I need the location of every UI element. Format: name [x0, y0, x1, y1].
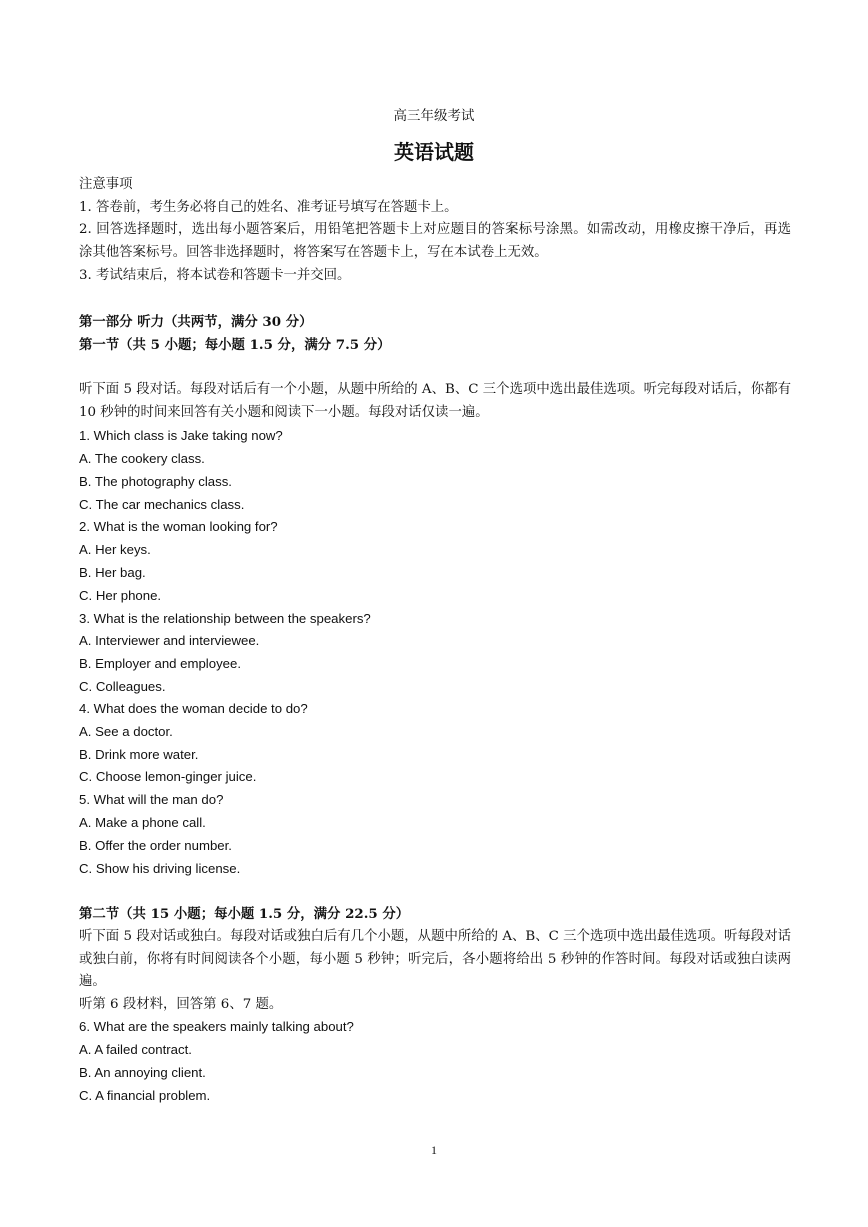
answer-option: C. Choose lemon-ginger juice.: [79, 769, 257, 784]
answer-option: C. The car mechanics class.: [79, 497, 245, 512]
answer-option: C. Show his driving license.: [79, 861, 241, 876]
question-stem: 3. What is the relationship between the speakers?: [79, 611, 371, 626]
answer-option: A. Interviewer and interviewee.: [79, 633, 260, 648]
section-heading: 第二节（共 15 小题；每小题 1.5 分，满分 22.5 分）: [79, 906, 410, 922]
answer-option: A. See a doctor.: [79, 724, 173, 739]
answer-option: B. Her bag.: [79, 565, 146, 580]
question-stem: 1. Which class is Jake taking now?: [79, 428, 283, 443]
material-note: 听第 6 段材料，回答第 6、7 题。: [79, 997, 283, 1012]
notice-item: 2. 回答选择题时，选出每小题答案后，用铅笔把答题卡上对应题目的答案标号涂黑。如需改动，用橡皮擦干净后，再选涂其他答案标号。回答非选择题时，将答案写在答题卡上，写在本试卷上无效。: [79, 222, 791, 260]
page-number: 1: [431, 1143, 437, 1157]
notice-item: 1. 答卷前，考生务必将自己的姓名、准考证号填写在答题卡上。: [79, 200, 458, 215]
section-instructions: 听下面 5 段对话或独白。每段对话或独白后有几个小题，从题中所给的 A、B、C 三个选项中选出最佳选项。听每段对话或独白前，你将有时间阅读各个小题，每小题 5 秒钟；听完后，各小题将给出 5 秒钟的作答时间。每段对话或独白读两遍。: [79, 929, 791, 990]
question-stem: 6. What are the speakers mainly talking about?: [79, 1019, 354, 1034]
answer-option: C. Colleagues.: [79, 679, 166, 694]
section-instructions: 听下面 5 段对话。每段对话后有一个小题，从题中所给的 A、B、C 三个选项中选出最佳选项。听完每段对话后，你都有 10 秒钟的时间来回答有关小题和阅读下一小题。每段对话仅读一遍。: [79, 382, 791, 420]
answer-option: B. Employer and employee.: [79, 656, 241, 671]
answer-option: C. A financial problem.: [79, 1088, 211, 1103]
notice-item: 3. 考试结束后，将本试卷和答题卡一并交回。: [79, 268, 351, 283]
question-stem: 5. What will the man do?: [79, 792, 224, 807]
part-heading: 第一部分 听力（共两节，满分 30 分）: [79, 314, 313, 330]
answer-option: B. The photography class.: [79, 474, 232, 489]
exam-title: 高三年级考试: [393, 108, 475, 124]
subject-title: 英语试题: [394, 140, 474, 164]
notice-heading: 注意事项: [79, 177, 133, 192]
answer-option: C. Her phone.: [79, 588, 162, 603]
answer-option: A. The cookery class.: [79, 451, 205, 466]
answer-option: B. Drink more water.: [79, 747, 199, 762]
answer-option: A. Her keys.: [79, 542, 151, 557]
question-stem: 4. What does the woman decide to do?: [79, 701, 308, 716]
answer-option: A. A failed contract.: [79, 1042, 192, 1057]
answer-option: A. Make a phone call.: [79, 815, 206, 830]
question-stem: 2. What is the woman looking for?: [79, 519, 278, 534]
answer-option: B. An annoying client.: [79, 1065, 206, 1080]
answer-option: B. Offer the order number.: [79, 838, 232, 853]
section-heading: 第一节（共 5 小题；每小题 1.5 分，满分 7.5 分）: [79, 337, 391, 353]
